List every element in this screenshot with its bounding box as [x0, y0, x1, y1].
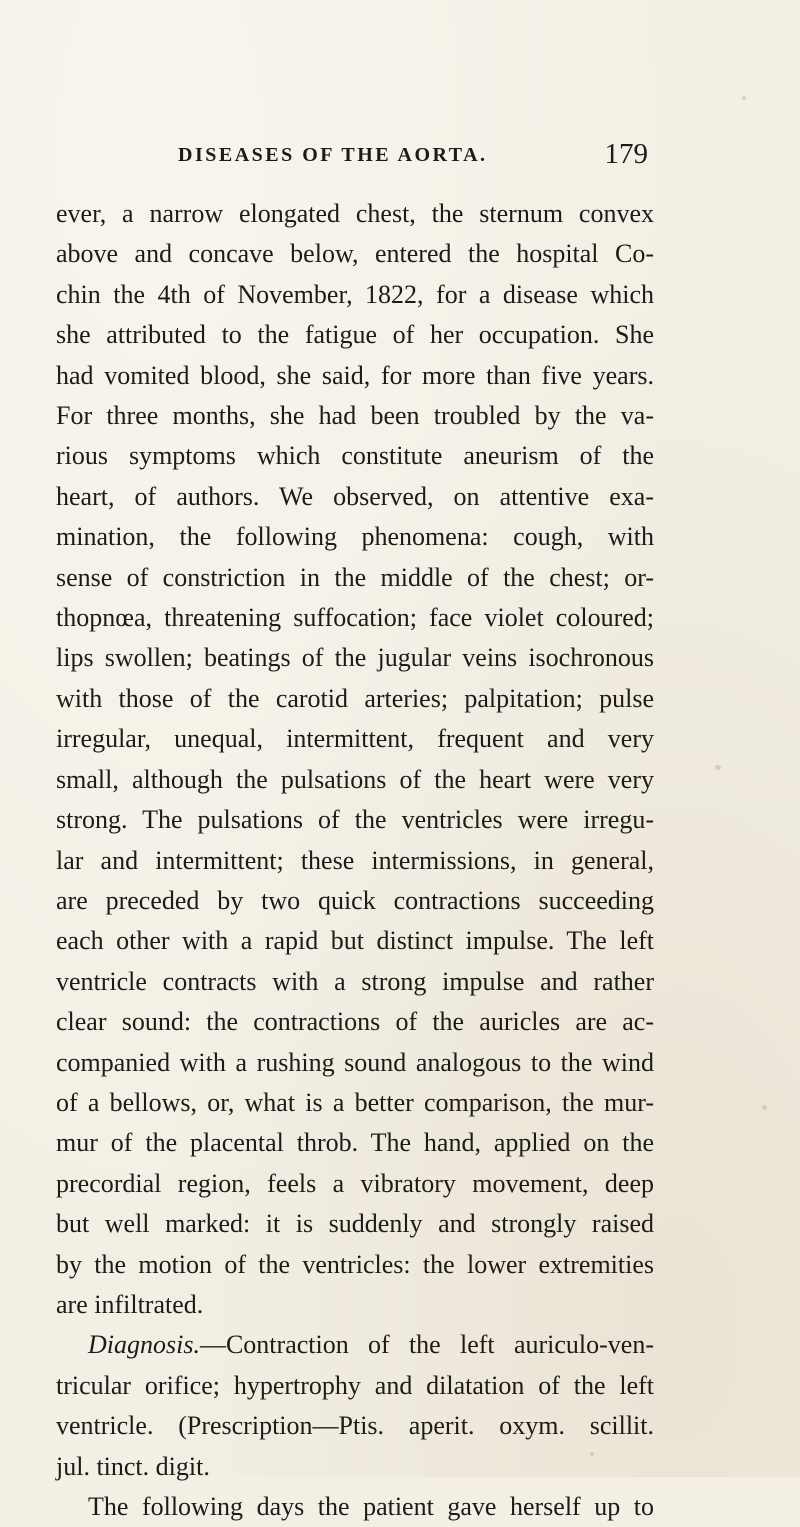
text-line: above and concave below, entered the hospital Co- [56, 239, 654, 269]
text-line: precordial region, feels a vibratory movement, deep [56, 1168, 654, 1198]
text-line: she attributed to the fatigue of her occupation. She [56, 320, 654, 350]
text-line: companied with a rushing sound analogous to the wind [56, 1047, 654, 1077]
text-line: mur of the placental throb. The hand, applied on the [56, 1128, 654, 1158]
text-line: clear sound: the contractions of the auricles are ac- [56, 1007, 654, 1037]
text-line: ventricle contracts with a strong impulse and rather [56, 966, 654, 996]
body-text [56, 194, 654, 1527]
text-line: The following days the patient gave herself up to [88, 1492, 654, 1521]
diagnosis-label: Diagnosis. [88, 1330, 200, 1360]
text-line: mination, the following phenomena: cough, with [56, 522, 654, 552]
text-line: irregular, unequal, intermittent, frequent and very [56, 724, 654, 754]
running-head: DISEASES OF THE AORTA. [178, 144, 488, 166]
text-line: For three months, she had been troubled by the va- [56, 401, 654, 431]
text-line: small, although the pulsations of the heart were very [56, 764, 654, 794]
text-line: ever, a narrow elongated chest, the sternum convex [56, 199, 654, 228]
text-line: sense of constriction in the middle of the chest; or- [56, 562, 654, 592]
page-number: 179 [604, 138, 648, 170]
text-line: of a bellows, or, what is a better comparison, the mur- [56, 1087, 654, 1117]
text-line: with those of the carotid arteries; palpitation; pulse [56, 683, 654, 713]
text-line: lips swollen; beatings of the jugular veins isochronous [56, 643, 654, 673]
paper-speck [742, 96, 746, 100]
text-line: lar and intermittent; these intermissions, in general, [56, 845, 654, 875]
text-line: each other with a rapid but distinct impulse. The left [56, 926, 654, 956]
text-line: but well marked: it is suddenly and strongly raised [56, 1209, 654, 1239]
text-line: by the motion of the ventricles: the lower extremities [56, 1249, 654, 1279]
paper-speck [762, 1105, 767, 1110]
paper-speck [590, 1452, 594, 1456]
diagnosis-text: —Contraction of the left auriculo-ven- [199, 1330, 654, 1360]
text-line: are infiltrated. [56, 1289, 204, 1319]
text-line: heart, of authors. We observed, on attentive exa- [56, 481, 654, 511]
text-line: rious symptoms which constitute aneurism of the [56, 441, 654, 471]
text-line: had vomited blood, she said, for more than five years. [56, 360, 654, 390]
page-header [178, 138, 648, 172]
text-line: are preceded by two quick contractions succeeding [56, 885, 654, 915]
text-line: thopnœa, threatening suffocation; face violet coloured; [56, 603, 654, 633]
text-line: ventricle. (Prescription—Ptis. aperit. oxym. scillit. [56, 1411, 654, 1441]
text-line: chin the 4th of November, 1822, for a disease which [56, 279, 654, 309]
diagnosis-line [56, 1325, 654, 1365]
text-line: tricular orifice; hypertrophy and dilatation of the left [56, 1370, 654, 1400]
paper-speck [715, 765, 721, 770]
text-line: strong. The pulsations of the ventricles were irregu- [56, 805, 654, 835]
text-line: jul. tinct. digit. [56, 1451, 210, 1481]
